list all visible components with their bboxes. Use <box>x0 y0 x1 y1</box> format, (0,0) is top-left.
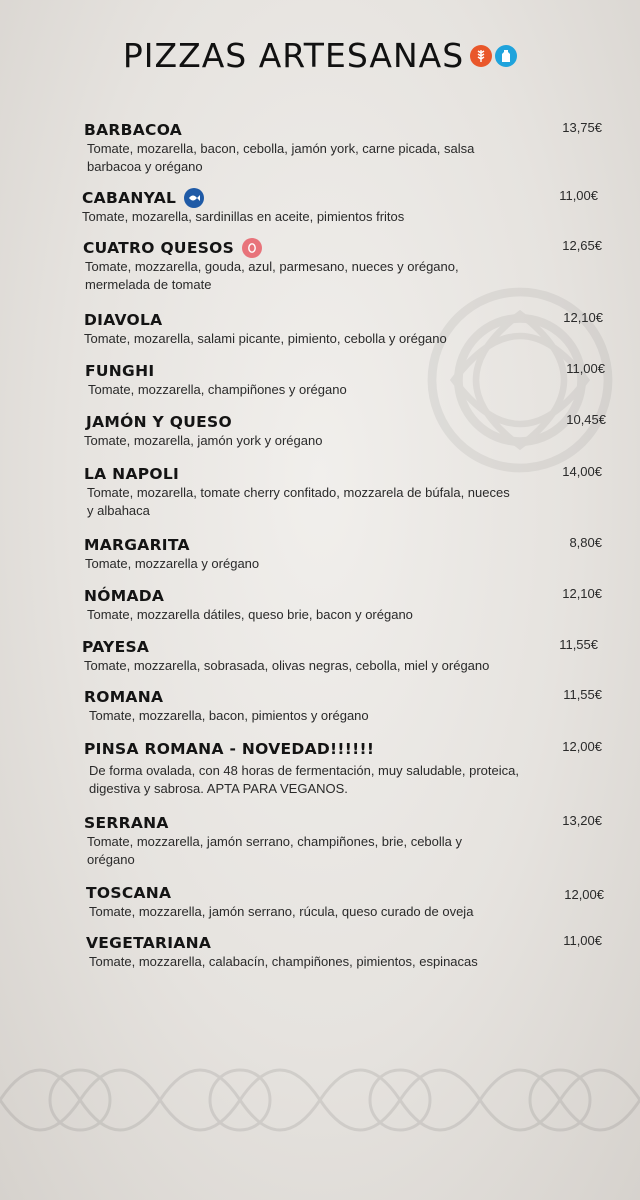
list-item <box>84 120 608 176</box>
list-item <box>85 361 609 399</box>
milk-icon <box>495 45 517 67</box>
item-price: 14,00€ <box>562 464 602 479</box>
item-name: TOSCANA <box>86 884 172 902</box>
list-item <box>84 813 608 869</box>
item-description: Tomate, mozarella, sardinillas en aceite, pimientos fritos <box>82 209 405 224</box>
list-item <box>82 188 606 226</box>
item-name: VEGETARIANA <box>86 934 212 952</box>
item-description: Tomate, mozzarella, sobrasada, olivas negras, cebolla, miel y orégano <box>84 658 490 673</box>
item-description: Tomate, mozzarella, jamón serrano, rúcula, queso curado de oveja <box>89 904 474 919</box>
item-name: PINSA ROMANA - NOVEDAD!!!!!! <box>84 740 375 758</box>
item-name: SERRANA <box>84 814 169 832</box>
item-description: De forma ovalada, con 48 horas de fermentación, muy saludable, proteica, digestiva y sabrosa. APTA PARA VEGANOS. <box>89 763 519 796</box>
list-item <box>84 535 608 573</box>
item-price: 13,75€ <box>562 120 602 135</box>
menu-header <box>0 36 640 75</box>
list-item <box>84 739 608 798</box>
item-description: Tomate, mozarella, jamón york y orégano <box>84 433 323 448</box>
list-item <box>82 637 606 675</box>
item-price: 12,00€ <box>562 739 602 754</box>
page-title: PIZZAS ARTESANAS <box>122 36 465 75</box>
item-name: JAMÓN Y QUESO <box>86 413 232 431</box>
list-item <box>86 412 610 450</box>
item-name: LA NAPOLI <box>84 465 180 483</box>
item-description: Tomate, mozzarella, bacon, pimientos y orégano <box>89 708 369 723</box>
list-item <box>83 238 607 294</box>
item-description: Tomate, mozzarella, champiñones y orégano <box>88 382 347 397</box>
item-price: 12,00€ <box>564 887 604 902</box>
celtic-border-decoration <box>0 980 640 1200</box>
item-name: DIAVOLA <box>84 311 163 329</box>
list-item <box>84 586 608 624</box>
item-description: Tomate, mozzarella, calabacín, champiñones, pimientos, espinacas <box>89 954 478 969</box>
item-price: 12,10€ <box>563 310 603 325</box>
item-description: Tomate, mozzarella, jamón serrano, champiñones, brie, cebolla y orégano <box>87 834 463 867</box>
item-name: ROMANA <box>84 688 164 706</box>
item-price: 11,55€ <box>563 687 602 702</box>
item-price: 11,00€ <box>559 188 598 203</box>
item-description: Tomate, mozzarella dátiles, queso brie, bacon y orégano <box>87 607 413 622</box>
list-item <box>84 687 608 725</box>
item-name-row <box>83 238 607 258</box>
item-price: 12,10€ <box>562 586 602 601</box>
item-price: 11,00€ <box>566 361 605 376</box>
fish-icon <box>184 188 204 208</box>
list-item <box>84 464 608 520</box>
item-name-row <box>82 188 606 208</box>
gluten-icon <box>470 45 492 67</box>
item-description: Tomate, mozzarella, gouda, azul, parmesano, nueces y orégano, mermelada de tomate <box>85 259 459 292</box>
list-item <box>86 883 610 921</box>
list-item <box>84 310 608 348</box>
item-name: FUNGHI <box>85 362 155 380</box>
item-name: CABANYAL <box>82 189 177 207</box>
item-name: CUATRO QUESOS <box>83 239 235 257</box>
item-price: 11,55€ <box>559 637 598 652</box>
item-description: Tomate, mozarella, tomate cherry confitado, mozzarela de búfala, nueces y albahaca <box>87 485 510 518</box>
nuts-icon <box>242 238 262 258</box>
item-description: Tomate, mozzarella y orégano <box>85 556 260 571</box>
item-price: 11,00€ <box>563 933 602 948</box>
item-name: MARGARITA <box>84 536 190 554</box>
item-name: PAYESA <box>82 638 150 656</box>
item-price: 8,80€ <box>569 535 602 550</box>
item-price: 10,45€ <box>566 412 606 427</box>
item-description: Tomate, mozarella, salami picante, pimiento, cebolla y orégano <box>84 331 447 346</box>
item-name: BARBACOA <box>84 121 183 139</box>
item-price: 13,20€ <box>562 813 602 828</box>
item-price: 12,65€ <box>562 238 602 253</box>
list-item <box>86 933 610 971</box>
item-name: NÓMADA <box>84 587 165 605</box>
item-description: Tomate, mozarella, bacon, cebolla, jamón york, carne picada, salsa barbacoa y orégano <box>87 141 475 174</box>
